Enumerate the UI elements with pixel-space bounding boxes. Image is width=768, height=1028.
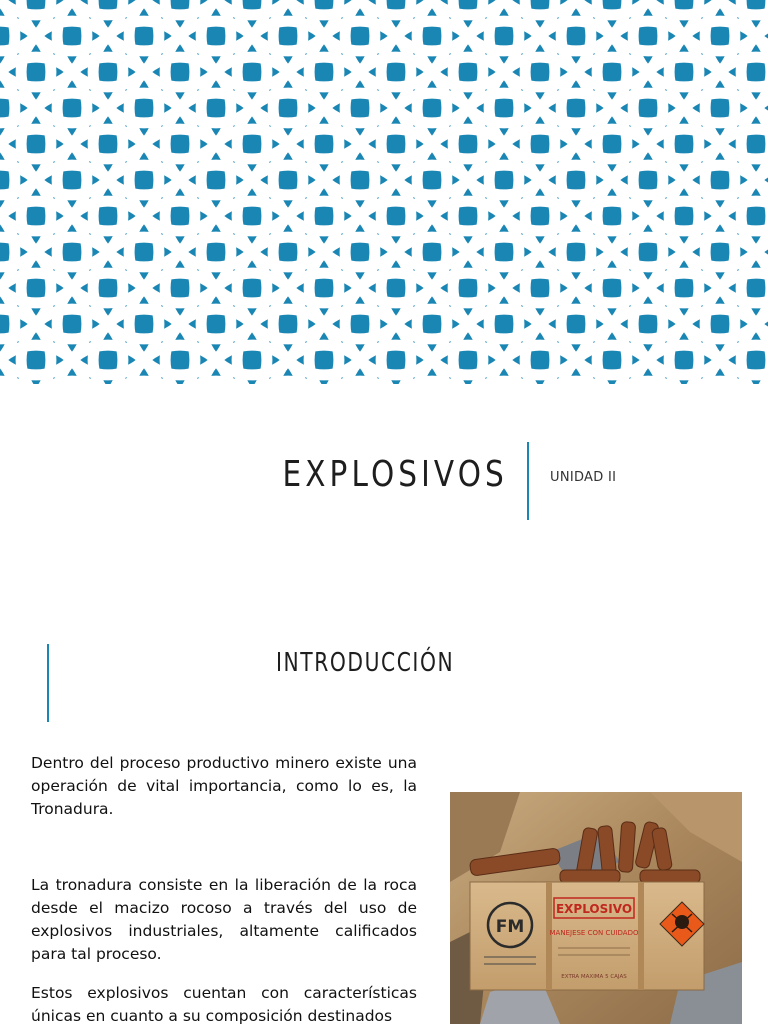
intro-paragraph-1: Dentro del proceso productivo minero existe una operación de vital importancia, como lo es, la Tronadura. <box>31 754 417 818</box>
box-caution-text: MANEJESE CON CUIDADO <box>549 929 639 937</box>
intro-paragraph-3: Estos explosivos cuentan con características únicas en cuanto a su composición destinados <box>31 984 417 1025</box>
presentation-title: EXPLOSIVOS <box>282 454 508 495</box>
fm-logo-text: FM <box>495 917 525 937</box>
box-bottom-text: EXTRA MAXIMA 5 CAJAS <box>561 974 627 980</box>
box-label-text: EXPLOSIVO <box>555 902 633 916</box>
intro-heading: INTRODUCCIÓN <box>276 648 455 678</box>
interlocking-circles-pattern <box>0 0 768 384</box>
title-divider-line <box>527 442 529 520</box>
decorative-pattern-banner <box>0 0 768 384</box>
explosives-box-photo <box>450 792 742 1024</box>
presentation-subtitle: UNIDAD II <box>550 470 617 485</box>
heading-accent-line <box>47 644 49 722</box>
title-slide <box>0 384 768 604</box>
intro-slide <box>0 604 768 1024</box>
intro-paragraph-2: La tronadura consiste en la liberación de la roca desde el macizo rocoso a través del uso de explosivos industriales, altamente calificados para tal proceso. <box>31 876 417 963</box>
